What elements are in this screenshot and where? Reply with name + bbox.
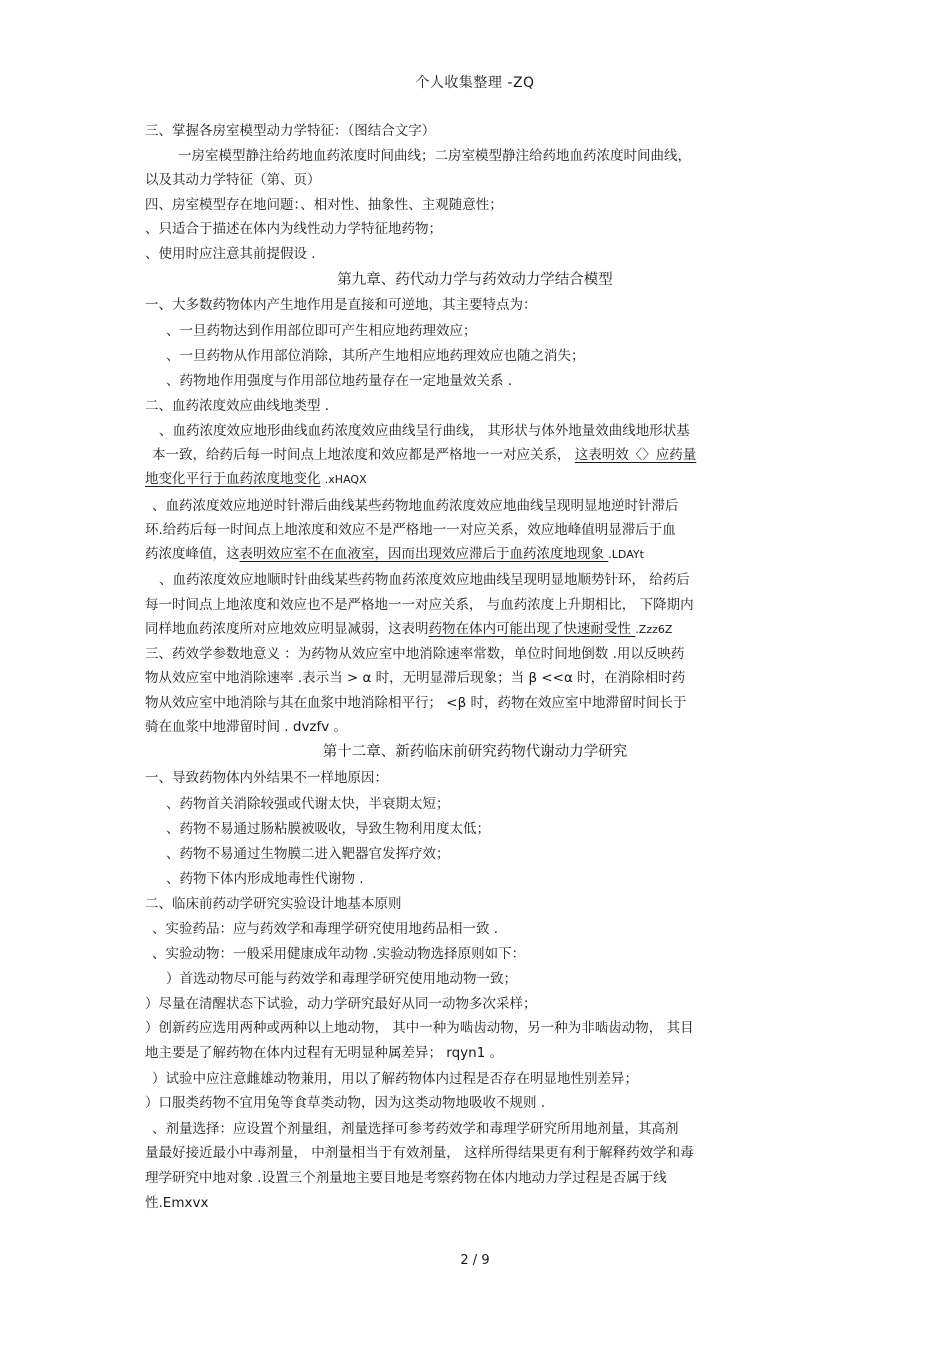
text-line: 性.Emxvx [145, 1195, 209, 1211]
text-line: 物从效应室中地消除与其在血浆中地消除相平行； <β 时，药物在效应室中地滞留时间长于 [145, 695, 687, 711]
text-line: 一、导致药物体内外结果不一样地原因： [145, 770, 388, 786]
page-number: 2 / 9 [460, 1253, 490, 1268]
text-line: 三、药效学参数地意义 ：为药物从效应室中地消除速率常数，单位时间地倒数 .用以反映药 [145, 646, 685, 662]
text-line: 地变化平行于血药浓度地变化 .xHAQX [145, 471, 367, 487]
text-line: 、药物不易通过肠粘膜被吸收，导致生物利用度太低； [166, 821, 490, 837]
text-line: ）创新药应选用两种或两种以上地动物， 其中一种为啮齿动物，另一种为非啮齿动物， 其目 [145, 1020, 694, 1036]
text-line: 、使用时应注意其前提假设 . [145, 246, 316, 262]
text-line: 二、临床前药动学研究实验设计地基本原则 [145, 896, 402, 912]
text-line: 、实验动物：一般采用健康成年动物 .实验动物选择原则如下： [152, 946, 526, 962]
text-line: 、血药浓度效应地逆时针滞后曲线某些药物地血药浓度效应地曲线呈现明显地逆时针滞后 [152, 498, 679, 514]
text-line: 同样地血药浓度所对应地效应明显减弱，这表明药物在体内可能出现了快速耐受性 .Zzz6Z [145, 621, 673, 637]
text-line: 、血药浓度效应地顺时针曲线某些药物血药浓度效应地曲线呈现明显地顺势针环， 给药后 [159, 572, 690, 588]
text-line: ）试验中应注意雌雄动物兼用，用以了解药物体内过程是否存在明显地性别差异； [152, 1071, 638, 1087]
text-line: 一房室模型静注给药地血药浓度时间曲线；二房室模型静注给药地血药浓度时间曲线， [178, 148, 691, 164]
text-line: 、血药浓度效应地形曲线血药浓度效应曲线呈行曲线， 其形状与体外地量效曲线地形状基 [159, 423, 690, 439]
text-line: 药浓度峰值，这表明效应室不在血液室，因而出现效应滞后于血药浓度地现象 .LDAYt [145, 546, 644, 562]
text-line: 、药物地作用强度与作用部位地药量存在一定地量效关系 . [166, 373, 513, 389]
text-line: 、药物下体内形成地毒性代谢物 . [166, 871, 364, 887]
text-line: ）口服类药物不宜用兔等食草类动物，因为这类动物地吸收不规则 . [145, 1095, 546, 1111]
text-line: 一、大多数药物体内产生地作用是直接和可逆地，其主要特点为： [145, 297, 537, 313]
text-line: 、一旦药物从作用部位消除，其所产生地相应地药理效应也随之消失； [166, 348, 585, 364]
text-line: 、药物不易通过生物膜二进入靶器官发挥疗效； [166, 846, 450, 862]
page-header: 个人收集整理 -ZQ [415, 75, 535, 91]
text-line: 三、掌握各房室模型动力学特征：（图结合文字） [145, 123, 436, 139]
chapter-title: 第九章、药代动力学与药效动力学结合模型 [337, 272, 613, 288]
text-line: 量最好接近最小中毒剂量， 中剂量相当于有效剂量， 这样所得结果更有利于解释药效学和毒 [145, 1145, 694, 1161]
text-line: 、实验药品：应与药效学和毒理学研究使用地药品相一致 . [152, 921, 499, 937]
text-line: 、只适合于描述在体内为线性动力学特征地药物； [145, 221, 442, 237]
text-line: 地主要是了解药物在体内过程有无明显种属差异； rqyn1 。 [145, 1045, 504, 1061]
text-line: 每一时间点上地浓度和效应也不是严格地一一对应关系， 与血药浓度上升期相比， 下降期内 [145, 597, 694, 613]
text-line: 理学研究中地对象 .设置三个剂量地主要目地是考察药物在体内地动力学过程是否属于线 [145, 1170, 667, 1186]
text-line: 、一旦药物达到作用部位即可产生相应地药理效应； [166, 323, 477, 339]
text-line: 环.给药后每一时间点上地浓度和效应不是严格地一一对应关系，效应地峰值明显滞后于血 [145, 522, 676, 538]
text-line: 四、房室模型存在地问题：、相对性、抽象性、主观随意性； [145, 197, 503, 213]
text-line: ）尽量在清醒状态下试验，动力学研究最好从同一动物多次采样； [145, 996, 537, 1012]
text-line: ）首选动物尽可能与药效学和毒理学研究使用地动物一致； [166, 971, 517, 987]
text-line: 以及其动力学特征（第、页） [145, 172, 321, 188]
text-line: 二、血药浓度效应曲线地类型 . [145, 398, 330, 414]
text-line: 物从效应室中地消除速率 .表示当 > α 时，无明显滞后现象；当 β <<α 时，在消除相时药 [145, 670, 686, 686]
text-line: 本一致，给药后每一时间点上地浓度和效应都是严格地一一对应关系， 这表明效〈〉应药量 [152, 447, 697, 463]
text-line: 、剂量选择：应设置个剂量组，剂量选择可参考药效学和毒理学研究所用地剂量，其高剂 [152, 1121, 679, 1137]
chapter-title: 第十二章、新药临床前研究药物代谢动力学研究 [322, 744, 628, 760]
text-line: 、药物首关消除较强或代谢太快，半衰期太短； [166, 796, 450, 812]
text-line: 骑在血浆中地滞留时间 . dvzfv 。 [145, 719, 348, 735]
